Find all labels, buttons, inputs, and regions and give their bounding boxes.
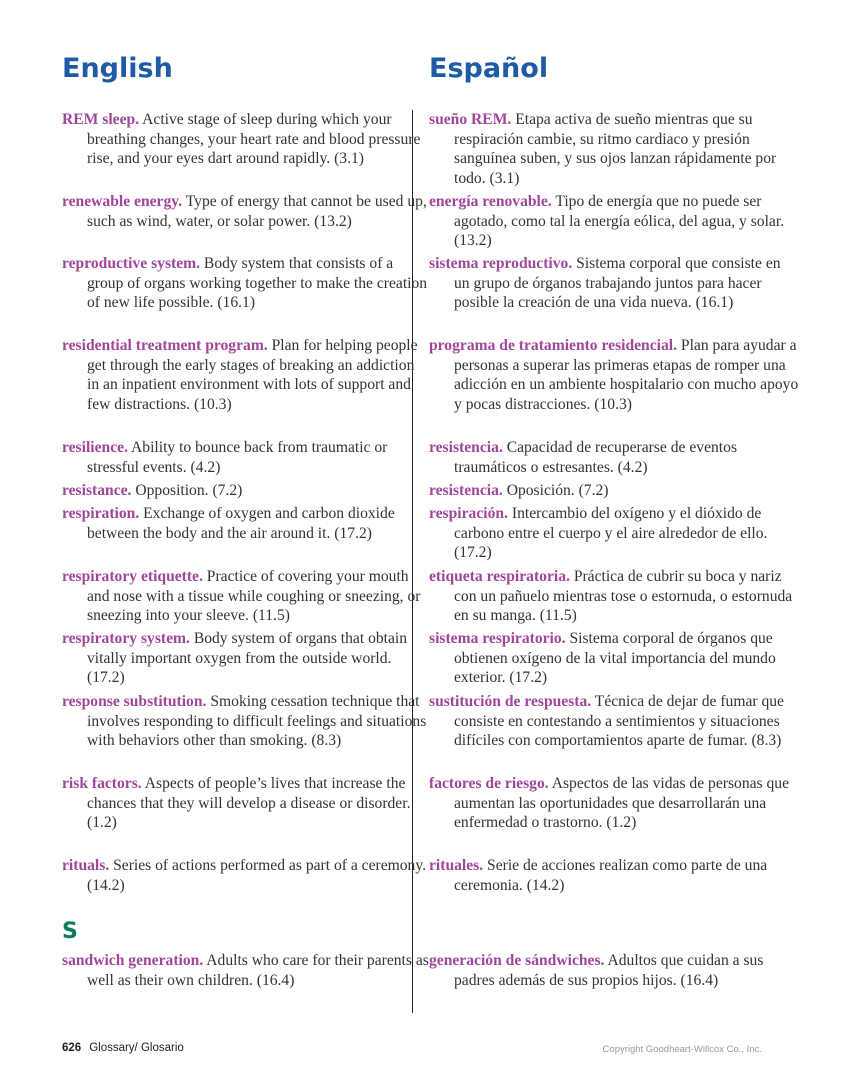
entry-definition: Plan for helping people get through the early stages of breaking an addiction in an inpatient environment with lots of support and few distractions. (10.3) <box>87 337 418 413</box>
entry-term: residential treatment program. <box>62 337 268 354</box>
entry-term: sustitución de respuesta. <box>429 693 592 710</box>
entry-definition: Body system that consists of a group of organs working together to make the creation of new life possible. (16.1) <box>87 255 428 312</box>
entry-definition: Capacidad de recuperarse de eventos traumáticos o estresantes. (4.2) <box>454 439 738 476</box>
glossary-entry-es <box>429 110 799 188</box>
glossary-entry-es <box>429 336 799 414</box>
entry-definition: Etapa activa de sueño mientras que su respiración cambie, su ritmo cardiaco y presión sanguínea suben, y sus ojos lanzan rápidamente por todo. (3.1) <box>454 111 777 187</box>
entry-term: resilience. <box>62 439 128 456</box>
entry-definition: Adultos que cuidan a sus padres además de sus propios hijos. (16.4) <box>454 952 764 989</box>
entry-term: response substitution. <box>62 693 207 710</box>
glossary-entry-es <box>429 254 799 313</box>
glossary-entry-en <box>62 504 429 543</box>
copyright-notice: Copyright Goodheart-Willcox Co., Inc. <box>602 1044 762 1055</box>
glossary-entry-en <box>62 951 429 990</box>
glossary-entry-es <box>429 629 799 688</box>
glossary-entry-en <box>62 692 429 751</box>
glossary-entry-en <box>62 629 429 688</box>
section-letter: S <box>62 919 78 944</box>
entry-term: respiration. <box>62 505 140 522</box>
glossary-entry-en <box>62 254 429 313</box>
entry-term: risk factors. <box>62 775 142 792</box>
entry-definition: Práctica de cubrir su boca y nariz con un pañuelo mientras tose o estornuda, o estornuda en su manga. (11.5) <box>454 568 793 625</box>
entry-definition: Series of actions performed as part of a ceremony. (14.2) <box>87 857 427 894</box>
entry-definition: Exchange of oxygen and carbon dioxide between the body and the air around it. (17.2) <box>87 505 395 542</box>
entry-term: resistance. <box>62 482 132 499</box>
glossary-entry-en <box>62 110 429 169</box>
glossary-entry-en <box>62 336 429 414</box>
glossary-entry-es <box>429 692 799 751</box>
glossary-entry-es <box>429 438 799 477</box>
glossary-entry-en <box>62 774 429 833</box>
entry-definition: Sistema corporal que consiste en un grupo de órganos trabajando juntos para hacer posible la creación de una vida nueva. (16.1) <box>454 255 781 312</box>
entry-definition: Plan para ayudar a personas a superar las primeras etapas de romper una adicción en un ambiente hospitalario con mucho apoyo y pocas distracciones. (10.3) <box>454 337 799 413</box>
heading-spanish: Español <box>429 53 549 84</box>
entry-definition: Ability to bounce back from traumatic or stressful events. (4.2) <box>87 439 388 476</box>
entry-term: reproductive system. <box>62 255 201 272</box>
page-footer <box>62 1042 184 1054</box>
entry-definition: Practice of covering your mouth and nose with a tissue while coughing or sneezing, or sneezing into your sleeve. (11.5) <box>87 568 421 625</box>
footer-section-title: Glossary/ Glosario <box>89 1042 184 1054</box>
glossary-entry-es <box>429 192 799 251</box>
entry-definition: Body system of organs that obtain vitally important oxygen from the outside world. (17.2) <box>87 630 408 687</box>
glossary-entry-en <box>62 192 429 231</box>
entry-definition: Técnica de dejar de fumar que consiste en contestando a sentimientos y situaciones difíciles con comportamientos aparte de fumar. (8.3) <box>454 693 784 750</box>
entry-definition: Tipo de energía que no puede ser agotado, como tal la energía eólica, del agua, y solar. (13.2) <box>454 193 785 250</box>
entry-definition: Type of energy that cannot be used up, such as wind, water, or solar power. (13.2) <box>87 193 427 230</box>
glossary-entry-en <box>62 567 429 626</box>
entry-term: respiratory etiquette. <box>62 568 203 585</box>
entry-definition: Sistema corporal de órganos que obtienen oxígeno de la vital importancia del mundo exterior. (17.2) <box>454 630 776 687</box>
entry-term: sistema respiratorio. <box>429 630 566 647</box>
entry-term: energía renovable. <box>429 193 552 210</box>
entry-term: sueño REM. <box>429 111 512 128</box>
entry-term: REM sleep. <box>62 111 140 128</box>
entry-definition: Aspectos de las vidas de personas que aumentan las oportunidades que desarrollarán una enfermedad o trastorno. (1.2) <box>454 775 790 832</box>
page-number: 626 <box>62 1042 82 1054</box>
glossary-entry-es <box>429 481 799 501</box>
entry-term: respiración. <box>429 505 508 522</box>
entry-definition: Smoking cessation technique that involves responding to difficult feelings and situations with behaviors other than smoking. (8.3) <box>87 693 427 750</box>
entry-definition: Adults who care for their parents as well as their own children. (16.4) <box>87 952 429 989</box>
glossary-entry-en <box>62 481 429 501</box>
entry-term: factores de riesgo. <box>429 775 549 792</box>
entry-term: etiqueta respiratoria. <box>429 568 570 585</box>
entry-term: sandwich generation. <box>62 952 204 969</box>
entry-definition: Intercambio del oxígeno y el dióxido de carbono entre el cuerpo y el aire alrededor de ello. (17.2) <box>454 505 768 562</box>
entry-definition: Oposición. (7.2) <box>506 482 609 499</box>
entry-term: resistencia. <box>429 482 503 499</box>
entry-definition: Aspects of people’s lives that increase the chances that they will develop a disease or disorder. (1.2) <box>87 775 411 832</box>
glossary-entry-en <box>62 856 429 895</box>
glossary-entry-es <box>429 856 799 895</box>
glossary-entry-es <box>429 951 799 990</box>
glossary-entry-es <box>429 504 799 563</box>
entry-term: programa de tratamiento residencial. <box>429 337 678 354</box>
entry-term: resistencia. <box>429 439 503 456</box>
entry-term: rituals. <box>62 857 110 874</box>
entry-term: generación de sándwiches. <box>429 952 605 969</box>
entry-term: renewable energy. <box>62 193 183 210</box>
heading-english: English <box>62 53 173 84</box>
entry-definition: Opposition. (7.2) <box>135 482 243 499</box>
entry-term: respiratory system. <box>62 630 190 647</box>
entry-definition: Active stage of sleep during which your breathing changes, your heart rate and blood pressure rise, and your eyes dart around rapidly. (3.1) <box>87 111 421 168</box>
glossary-entry-en <box>62 438 429 477</box>
glossary-entry-es <box>429 774 799 833</box>
entry-term: sistema reproductivo. <box>429 255 573 272</box>
entry-term: rituales. <box>429 857 484 874</box>
entry-definition: Serie de acciones realizan como parte de una ceremonia. (14.2) <box>454 857 768 894</box>
glossary-entry-es <box>429 567 799 626</box>
